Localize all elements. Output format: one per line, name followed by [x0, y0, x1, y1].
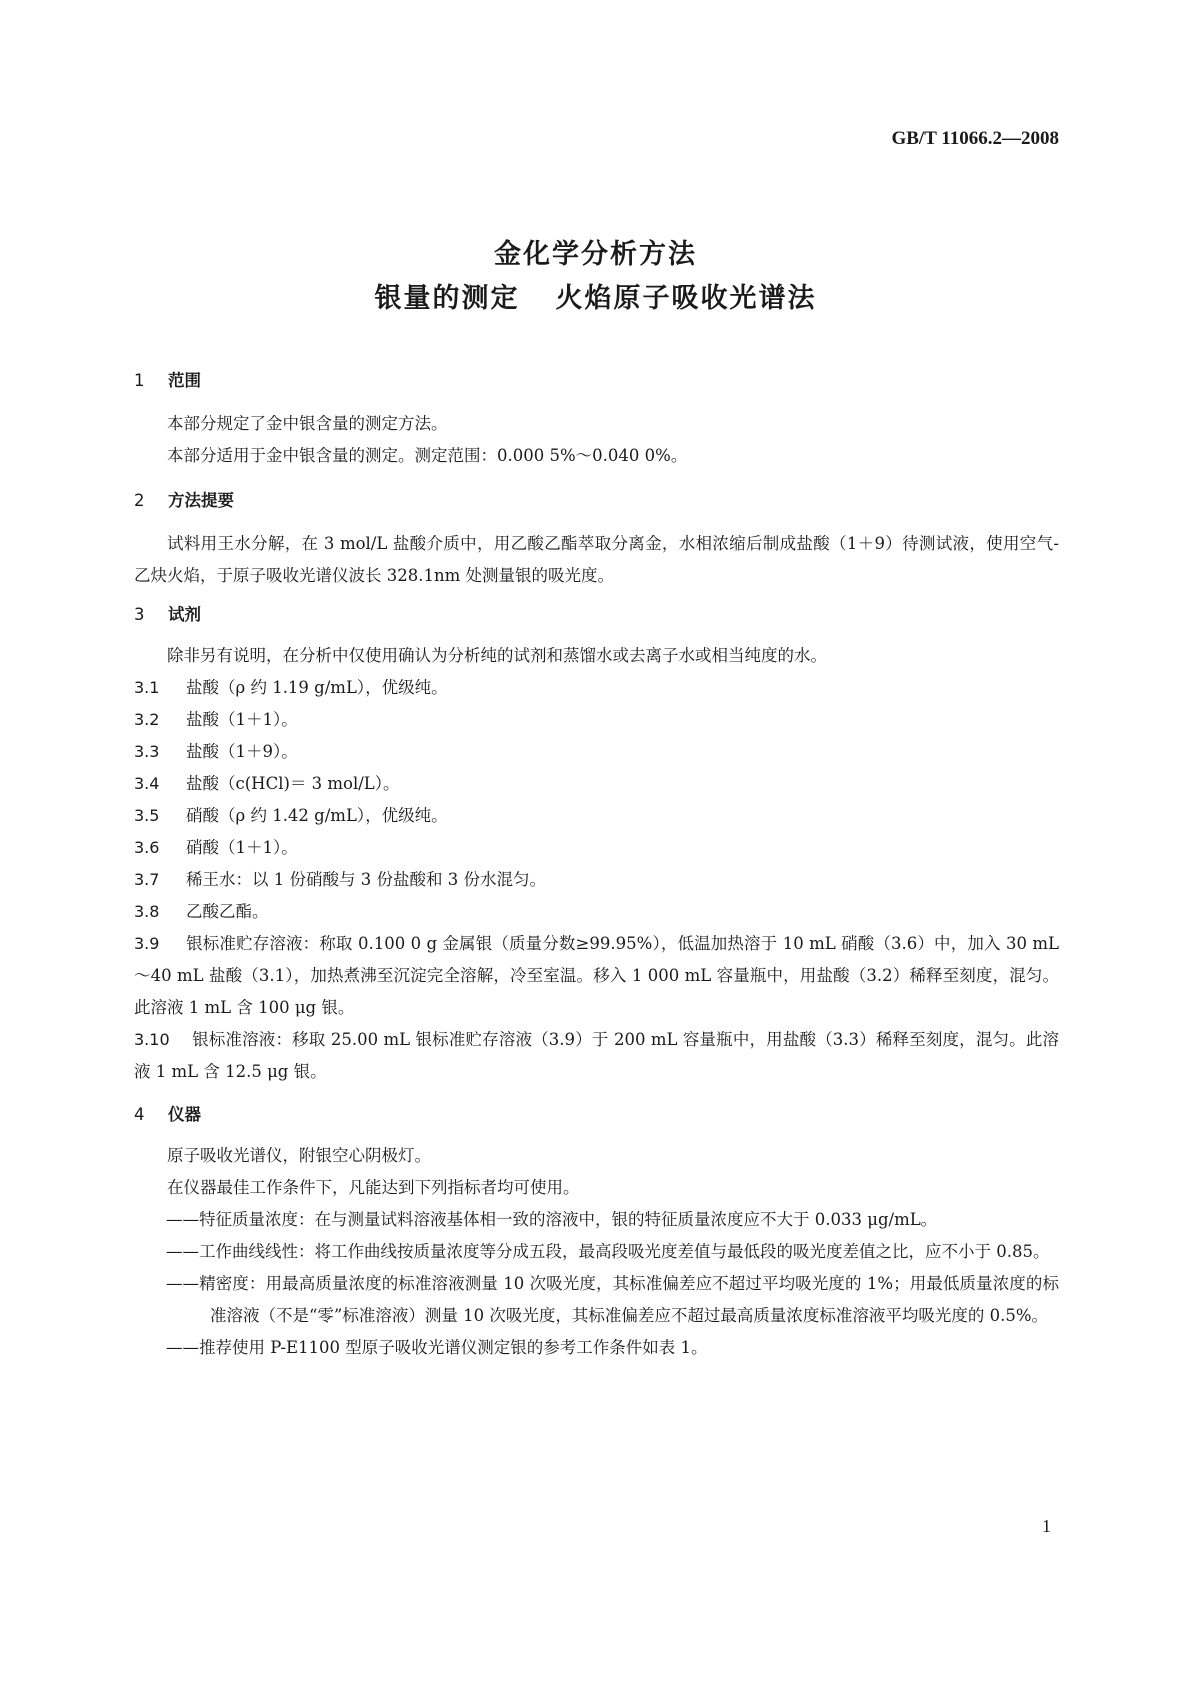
- requirement-item: ——推荐使用 P-E1100 型原子吸收光谱仪测定银的参考工作条件如表 1。: [166, 1338, 708, 1357]
- item-text: 硝酸（ρ 约 1.42 g/mL），优级纯。: [186, 806, 448, 825]
- reagent-item: [134, 800, 1059, 832]
- paragraph: 原子吸收光谱仪，附银空心阴极灯。: [167, 1146, 431, 1165]
- item-text: 盐酸（ρ 约 1.19 g/mL），优级纯。: [186, 678, 448, 697]
- section-title: 试剂: [168, 605, 201, 624]
- reagent-item: [134, 1024, 1059, 1088]
- section-heading-reagents: [134, 600, 1059, 630]
- section-number: 2: [134, 491, 145, 510]
- reagent-item: [134, 704, 1059, 736]
- item-text: 银标准贮存溶液：称取 0.100 0 g 金属银（质量分数≥99.95%），低温加热溶于 10 mL 硝酸（3.6）中，加入 30 mL～40 mL 盐酸（3.1），加热煮沸至沉淀完全溶解，冷至室温。移入 1 000 mL 容量瓶中，用盐酸（3.2）稀释至刻度，混匀。此溶液 1 mL 含 100 μg 银。: [134, 934, 1059, 1017]
- section-number: 1: [134, 371, 145, 390]
- reagent-item: [134, 896, 1059, 928]
- item-text: 盐酸（1＋1）。: [186, 710, 298, 729]
- reagent-item: [134, 736, 1059, 768]
- item-number: 3.3: [134, 742, 160, 761]
- section-heading-apparatus: [134, 1100, 1059, 1130]
- item-number: 3.7: [134, 870, 160, 889]
- paragraph: 除非另有说明，在分析中仅使用确认为分析纯的试剂和蒸馏水或去离子水或相当纯度的水。: [167, 646, 827, 665]
- section-title: 方法提要: [168, 491, 234, 510]
- item-text: 盐酸（c(HCl)＝ 3 mol/L）。: [186, 774, 400, 793]
- item-number: 3.10: [134, 1030, 170, 1049]
- section-heading-method-summary: [134, 486, 1059, 516]
- document-title: 金化学分析方法: [494, 239, 697, 270]
- section-number: 4: [134, 1105, 145, 1124]
- item-text: 硝酸（1＋1）。: [186, 838, 298, 857]
- document-body: [134, 366, 1059, 1364]
- subtitle-part-1: 银量的测定: [374, 283, 520, 314]
- section-title: 仪器: [168, 1105, 201, 1124]
- item-number: 3.1: [134, 678, 160, 697]
- reagent-item: [134, 832, 1059, 864]
- item-text: 乙酸乙酯。: [186, 902, 269, 921]
- requirement-item: ——特征质量浓度：在与测量试料溶液基体相一致的溶液中，银的特征质量浓度应不大于 0.033 μg/mL。: [166, 1210, 938, 1229]
- reagent-item: [134, 864, 1059, 896]
- item-number: 3.6: [134, 838, 160, 857]
- item-number: 3.5: [134, 806, 160, 825]
- item-text: 银标准溶液：移取 25.00 mL 银标准贮存溶液（3.9）于 200 mL 容量瓶中，用盐酸（3.3）稀释至刻度，混匀。此溶液 1 mL 含 12.5 μg 银。: [134, 1030, 1059, 1081]
- requirement-item: ——工作曲线线性：将工作曲线按质量浓度等分成五段，最高段吸光度差值与最低段的吸光度差值之比，应不小于 0.85。: [166, 1242, 1050, 1261]
- paragraph: 在仪器最佳工作条件下，凡能达到下列指标者均可使用。: [167, 1178, 580, 1197]
- paragraph: 本部分适用于金中银含量的测定。测定范围：0.000 5%～0.040 0%。: [167, 446, 688, 465]
- standard-code: GB/T 11066.2—2008: [891, 128, 1059, 149]
- requirement-item: ——精密度：用最高质量浓度的标准溶液测量 10 次吸光度，其标准偏差应不超过平均吸光度的 1%；用最低质量浓度的标准溶液（不是“零”标准溶液）测量 10 次吸光度，其标准偏差应不超过最高质量浓度标准溶液平均吸光度的 0.5%。: [166, 1274, 1059, 1325]
- item-number: 3.8: [134, 902, 160, 921]
- section-heading-scope: [134, 366, 1059, 396]
- reagent-item: [134, 928, 1059, 1024]
- page-number: 1: [1042, 1516, 1051, 1536]
- item-number: 3.4: [134, 774, 160, 793]
- document-subtitle: [0, 276, 1191, 315]
- paragraph: 试料用王水分解，在 3 mol/L 盐酸介质中，用乙酸乙酯萃取分离金，水相浓缩后制成盐酸（1＋9）待测试液，使用空气-乙炔火焰，于原子吸收光谱仪波长 328.1nm 处测量银的吸光度。: [134, 534, 1059, 585]
- item-text: 稀王水：以 1 份硝酸与 3 份盐酸和 3 份水混匀。: [186, 870, 546, 889]
- subtitle-part-2: 火焰原子吸收光谱法: [555, 283, 817, 314]
- reagent-item: [134, 672, 1059, 704]
- item-text: 盐酸（1＋9）。: [186, 742, 298, 761]
- section-title: 范围: [168, 371, 201, 390]
- paragraph: 本部分规定了金中银含量的测定方法。: [167, 414, 448, 433]
- item-number: 3.9: [134, 934, 160, 953]
- item-number: 3.2: [134, 710, 160, 729]
- reagent-item: [134, 768, 1059, 800]
- section-number: 3: [134, 605, 145, 624]
